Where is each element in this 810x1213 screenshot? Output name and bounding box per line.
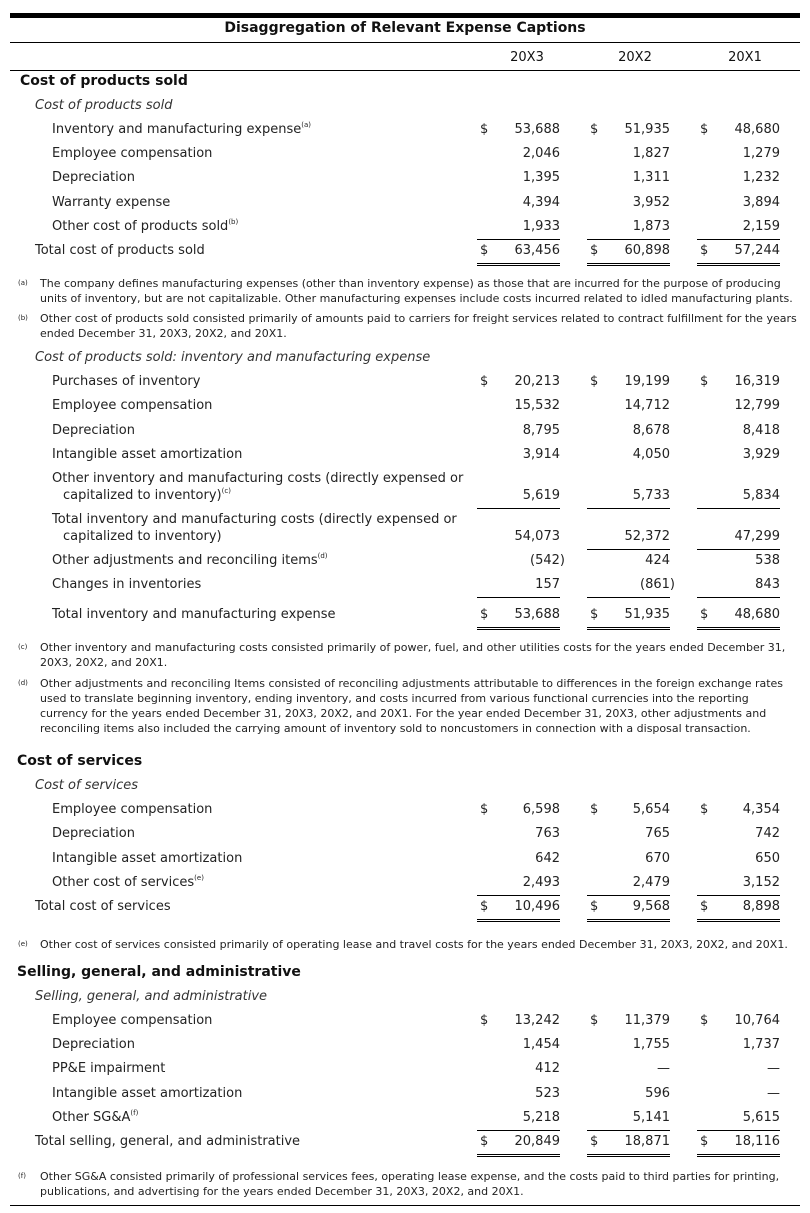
cell-value: 1,827	[632, 146, 670, 161]
subheader-label: Selling, general, and administrative	[35, 989, 268, 1004]
footnote-marker: (f)	[18, 1172, 26, 1180]
table-row	[0, 1013, 810, 1035]
row-label: Warranty expense	[52, 195, 171, 210]
cell-value: 4,050	[632, 447, 670, 462]
cell-value: 1,395	[522, 170, 560, 185]
cell-value: 15,532	[514, 398, 560, 413]
subheader-row	[0, 778, 810, 800]
cell-value: 763	[535, 826, 560, 841]
row-label: Intangible asset amortization	[52, 851, 243, 866]
year-header-20x2: 20X2	[618, 50, 652, 65]
cell-value: 8,795	[522, 423, 560, 438]
table-title: Disaggregation of Relevant Expense Captions	[224, 20, 586, 36]
cell-value: 5,141	[632, 1110, 670, 1125]
cell-value: 538	[755, 553, 780, 568]
cell-value: 1,279	[742, 146, 780, 161]
row-label: Employee compensation	[52, 146, 213, 161]
dollar-sign: $	[590, 122, 599, 137]
cell-value: 48,680	[734, 122, 780, 137]
cell-value: 47,299	[734, 529, 780, 544]
cell-value: 6,598	[522, 802, 560, 817]
table-row	[0, 398, 810, 420]
cell-value: 2,046	[522, 146, 560, 161]
dollar-sign: $	[590, 899, 599, 914]
dollar-sign: $	[480, 122, 489, 137]
table-row	[0, 802, 810, 824]
dollar-sign: $	[480, 607, 489, 622]
dollar-sign: $	[590, 374, 599, 389]
subheader-row	[0, 98, 810, 120]
table-row	[0, 851, 810, 873]
table-row	[0, 826, 810, 848]
cell-value: 4,394	[522, 195, 560, 210]
total-row	[0, 1134, 810, 1156]
cell-value: 3,929	[742, 447, 780, 462]
subheader-row	[0, 989, 810, 1011]
header-rule	[10, 70, 800, 71]
dollar-sign: $	[590, 1134, 599, 1149]
cell-value: 412	[535, 1061, 560, 1076]
cell-value: 5,834	[742, 488, 780, 503]
cell-value: 14,712	[624, 398, 670, 413]
cell-value: 12,799	[734, 398, 780, 413]
cell-value: 57,244	[734, 243, 780, 258]
section-title: Selling, general, and administrative	[17, 964, 301, 980]
cell-value: 2,159	[742, 219, 780, 234]
cell-value: 2,479	[632, 875, 670, 890]
total-row	[0, 607, 810, 629]
footnote-marker: (b)	[18, 314, 28, 322]
cell-value: 742	[755, 826, 780, 841]
subtotal-row	[0, 512, 810, 552]
subheader-label: Cost of products sold	[35, 98, 173, 113]
dollar-sign: $	[700, 802, 709, 817]
cell-value: 3,152	[742, 875, 780, 890]
dollar-sign: $	[590, 607, 599, 622]
row-label: Total inventory and manufacturing expense	[52, 607, 336, 622]
cell-value: 48,680	[734, 607, 780, 622]
cell-value: 5,619	[522, 488, 560, 503]
cell-value: 1,933	[522, 219, 560, 234]
cell-value: 51,935	[624, 122, 670, 137]
row-label: Total inventory and manufacturing costs (directly expensed or	[52, 512, 457, 527]
footnote-marker: (e)	[18, 940, 28, 948]
table-row	[0, 577, 810, 599]
row-label: Other cost of products sold$^{(b)}$	[52, 218, 239, 234]
footnote	[0, 676, 810, 738]
cell-value: 1,232	[742, 170, 780, 185]
cell-value: 157	[535, 577, 560, 592]
cell-value: 60,898	[624, 243, 670, 258]
cell-value: 19,199	[624, 374, 670, 389]
table-row	[0, 875, 810, 897]
cell-value: 16,319	[734, 374, 780, 389]
footnote	[0, 937, 810, 953]
row-label: Changes in inventories	[52, 577, 202, 592]
cell-value: 670	[645, 851, 670, 866]
cell-value: 1,755	[632, 1037, 670, 1052]
cell-value: 5,654	[632, 802, 670, 817]
cell-value: 424	[645, 553, 670, 568]
footnote-text: Other inventory and manufacturing costs consisted primarily of power, fuel, and other utilities costs for the years ended December 31, 20X3, 20X2, and 20X1.	[40, 641, 786, 669]
footnote-text: Other adjustments and reconciling Items consisted of reconciling adjustments attributable to differences in the foreign exchange rates used to translate beginning inventory, ending inventory, and costs incurred from various functional currencies into the reporting currency for the years ended December 31, 20X3, 20X2, and 20X1. For the year ended December 31, 20X3, other adjustments and reconciling items also included the carrying amount of inventory sold to noncustomers in connection with a disposal transaction.	[40, 677, 784, 735]
footnote-marker: (d)	[18, 679, 28, 687]
cell-value: 642	[535, 851, 560, 866]
cell-value: 8,678	[632, 423, 670, 438]
cell-value: 20,849	[514, 1134, 560, 1149]
section-heading	[0, 964, 810, 986]
cell-value: (861)	[640, 577, 675, 592]
dollar-sign: $	[700, 1134, 709, 1149]
cell-value: 1,737	[742, 1037, 780, 1052]
table-row	[0, 195, 810, 217]
dollar-sign: $	[700, 122, 709, 137]
dollar-sign: $	[480, 243, 489, 258]
section-title: Cost of products sold	[20, 73, 188, 89]
row-label: PP&E impairment	[52, 1061, 166, 1076]
footnote	[0, 276, 810, 306]
dollar-sign: $	[700, 374, 709, 389]
dollar-sign: $	[480, 374, 489, 389]
cell-value: 10,496	[514, 899, 560, 914]
row-label: Depreciation	[52, 423, 135, 438]
cell-value: 650	[755, 851, 780, 866]
dollar-sign: $	[480, 1013, 489, 1028]
footnote-text: Other SG&A consisted primarily of professional services fees, operating lease expense, and the costs paid to third parties for printing, publications, and advertising for the years ended December 31, 20X3, 20X2, and 20X1.	[40, 1170, 780, 1198]
row-label: Inventory and manufacturing expense$^{(a)}$	[52, 121, 312, 137]
table-row	[0, 1110, 810, 1132]
cell-value: —	[767, 1061, 780, 1076]
cell-value: 8,898	[742, 899, 780, 914]
row-label: Depreciation	[52, 1037, 135, 1052]
section-heading	[0, 753, 810, 775]
cell-value: 63,456	[514, 243, 560, 258]
bottom-rule	[10, 1205, 800, 1206]
dollar-sign: $	[700, 899, 709, 914]
year-header-20x3: 20X3	[510, 50, 544, 65]
cell-value: 3,914	[522, 447, 560, 462]
table-row	[0, 146, 810, 168]
cell-value: (542)	[530, 553, 565, 568]
cell-value: 1,873	[632, 219, 670, 234]
row-label: Employee compensation	[52, 1013, 213, 1028]
cell-value: 8,418	[742, 423, 780, 438]
section-title: Cost of services	[17, 753, 143, 769]
dollar-sign: $	[590, 802, 599, 817]
table-row	[0, 553, 810, 575]
cell-value: 765	[645, 826, 670, 841]
subheader-label: Cost of services	[35, 778, 139, 793]
table-row	[0, 447, 810, 469]
cell-value: 18,116	[734, 1134, 780, 1149]
footnote-marker: (a)	[18, 279, 28, 287]
table-row	[0, 1037, 810, 1059]
cell-value: 5,615	[742, 1110, 780, 1125]
row-label: Other adjustments and reconciling items$^{(d)}$	[52, 552, 328, 568]
cell-value: 54,073	[514, 529, 560, 544]
row-label: Other inventory and manufacturing costs (directly expensed or	[52, 471, 464, 486]
table-row	[0, 170, 810, 192]
cell-value: 10,764	[734, 1013, 780, 1028]
dollar-sign: $	[700, 607, 709, 622]
cell-value: 523	[535, 1086, 560, 1101]
row-label: Intangible asset amortization	[52, 447, 243, 462]
total-row	[0, 243, 810, 265]
dollar-sign: $	[480, 802, 489, 817]
footnote-text: The company defines manufacturing expenses (other than inventory expense) as those that are incurred for the purpose of producing units of inventory, but are not capitalizable. Other manufacturing expenses include costs incurred related to idled manufacturing plants.	[40, 277, 793, 305]
cell-value: 53,688	[514, 122, 560, 137]
table-row	[0, 471, 810, 511]
cell-value: 13,242	[514, 1013, 560, 1028]
dollar-sign: $	[590, 1013, 599, 1028]
cell-value: 4,354	[742, 802, 780, 817]
footnote-text: Other cost of products sold consisted primarily of amounts paid to carriers for freight services related to contract fulfillment for the years ended December 31, 20X3, 20X2, and 20X1.	[40, 312, 797, 340]
dollar-sign: $	[700, 1013, 709, 1028]
table-row	[0, 219, 810, 241]
table-row	[0, 1086, 810, 1108]
table-row	[0, 1061, 810, 1083]
row-label: Purchases of inventory	[52, 374, 201, 389]
cell-value: 52,372	[624, 529, 670, 544]
total-row	[0, 899, 810, 921]
footnote-marker: (c)	[18, 643, 28, 651]
dollar-sign: $	[480, 1134, 489, 1149]
cell-value: 3,952	[632, 195, 670, 210]
row-label: Other $SG\&A^{(f)}$	[52, 1109, 139, 1125]
cell-value: 1,454	[522, 1037, 560, 1052]
cell-value: 5,733	[632, 488, 670, 503]
dollar-sign: $	[480, 899, 489, 914]
cell-value: 53,688	[514, 607, 560, 622]
cell-value: —	[657, 1061, 670, 1076]
table-row	[0, 374, 810, 396]
row-label: Employee compensation	[52, 398, 213, 413]
dollar-sign: $	[700, 243, 709, 258]
subheader-label: Cost of products sold: inventory and manufacturing expense	[35, 350, 431, 365]
title-rule	[10, 42, 800, 43]
row-label-continued: capitalized to inventory)$^{(c)}$	[63, 487, 231, 503]
row-label: Total selling, general, and administrative	[35, 1134, 301, 1149]
row-label: Total cost of services	[35, 899, 171, 914]
cell-value: 11,379	[624, 1013, 670, 1028]
footnote	[0, 640, 810, 670]
cell-value: 51,935	[624, 607, 670, 622]
row-label: Depreciation	[52, 170, 135, 185]
footnote	[0, 1169, 810, 1199]
cell-value: 9,568	[632, 899, 670, 914]
footnote-text: Other cost of services consisted primarily of operating lease and travel costs for the years ended December 31, 20X3, 20X2, and 20X1.	[40, 938, 788, 951]
row-label: Employee compensation	[52, 802, 213, 817]
cell-value: 596	[645, 1086, 670, 1101]
cell-value: 3,894	[742, 195, 780, 210]
row-label: Other cost of services$^{(e)}$	[52, 874, 204, 890]
row-label: Depreciation	[52, 826, 135, 841]
cell-value: 843	[755, 577, 780, 592]
cell-value: 1,311	[632, 170, 670, 185]
dollar-sign: $	[590, 243, 599, 258]
cell-value: 18,871	[624, 1134, 670, 1149]
top-rule	[10, 13, 800, 18]
cell-value: —	[767, 1086, 780, 1101]
cell-value: 5,218	[522, 1110, 560, 1125]
subheader-row	[0, 350, 810, 372]
cell-value: 2,493	[522, 875, 560, 890]
table-row	[0, 122, 810, 144]
footnote	[0, 311, 810, 341]
row-label: Total cost of products sold	[35, 243, 205, 258]
section-heading	[0, 73, 810, 95]
cell-value: 20,213	[514, 374, 560, 389]
row-label: Intangible asset amortization	[52, 1086, 243, 1101]
row-label-continued: capitalized to inventory)	[63, 529, 222, 544]
table-row	[0, 423, 810, 445]
year-header-20x1: 20X1	[728, 50, 762, 65]
